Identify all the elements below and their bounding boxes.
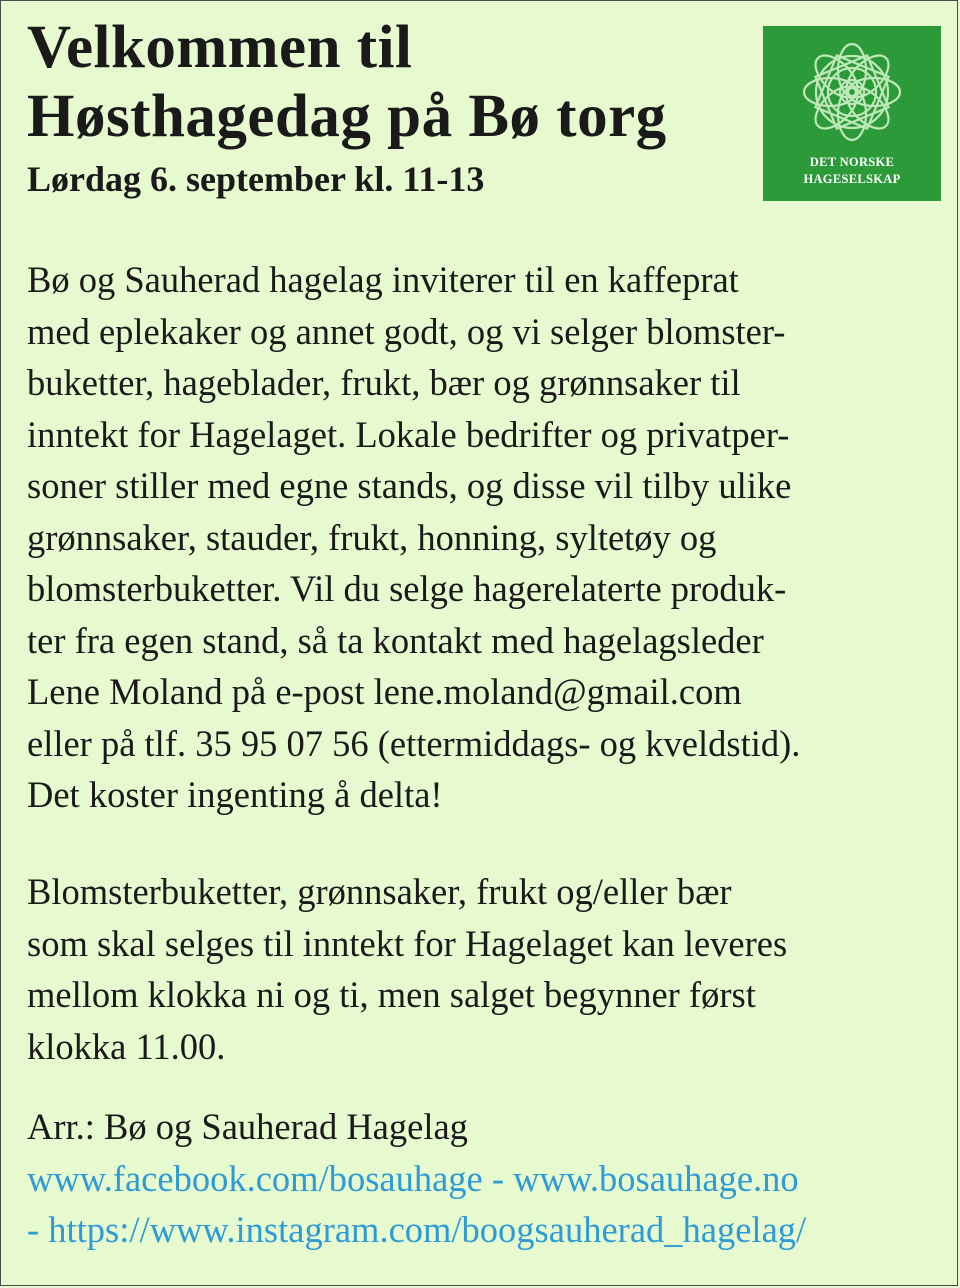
invitation-paragraph	[27, 254, 937, 821]
paragraph-line: grønnsaker, stauder, frukt, honning, syltetøy og	[27, 516, 717, 558]
paragraph-line: inntekt for Hagelaget. Lokale bedrifter og privatper-	[27, 413, 790, 455]
organizer-text: Arr.: Bø og Sauherad Hagelag	[27, 1106, 468, 1147]
page-title	[27, 13, 747, 151]
paragraph-line: som skal selges til inntekt for Hagelaget kan leveres	[27, 922, 788, 964]
links-line-2[interactable]: - https://www.instagram.com/boogsauherad_hagelag/	[27, 1209, 807, 1250]
paragraph-line: Blomsterbuketter, grønnsaker, frukt og/eller bær	[27, 871, 732, 912]
logo-line-1: DET NORSKE	[809, 155, 895, 169]
title-line-2: Høsthagedag på Bø torg	[27, 83, 667, 150]
title-line-1: Velkommen til	[27, 14, 413, 81]
hageselskap-logo	[763, 26, 941, 201]
paragraph-line: eller på tlf. 35 95 07 56 (ettermiddags- og kveldstid).	[27, 722, 801, 764]
paragraph-line: med eplekaker og annet godt, og vi selger blomster-	[27, 310, 786, 352]
delivery-paragraph	[27, 866, 937, 1072]
footer	[27, 1101, 937, 1256]
ornament-icon	[763, 26, 941, 156]
links-line-1[interactable]: www.facebook.com/bosauhage - www.bosauhage.no	[27, 1157, 799, 1199]
logo-line-2: HAGESELSKAP	[803, 172, 901, 186]
paragraph-line: Bø og Sauherad hagelag inviterer til en kaffeprat	[27, 259, 739, 300]
logo-wordmark	[763, 154, 941, 188]
paragraph-line: soner stiller med egne stands, og disse vil tilby ulike	[27, 465, 792, 506]
paragraph-line: Lene Moland på e-post lene.moland@gmail.com	[27, 671, 742, 712]
paragraph-line: Det koster ingenting å delta!	[27, 774, 443, 815]
paragraph-line: klokka 11.00.	[27, 1025, 226, 1067]
paragraph-line: mellom klokka ni og ti, men salget begynner først	[27, 974, 756, 1015]
paragraph-line: buketter, hageblader, frukt, bær og grønnsaker til	[27, 362, 741, 403]
paragraph-line: ter fra egen stand, så ta kontakt med hagelagsleder	[27, 619, 764, 661]
paragraph-line: blomsterbuketter. Vil du selge hagerelaterte produk-	[27, 568, 787, 609]
event-date: Lørdag 6. september kl. 11-13	[27, 159, 485, 199]
